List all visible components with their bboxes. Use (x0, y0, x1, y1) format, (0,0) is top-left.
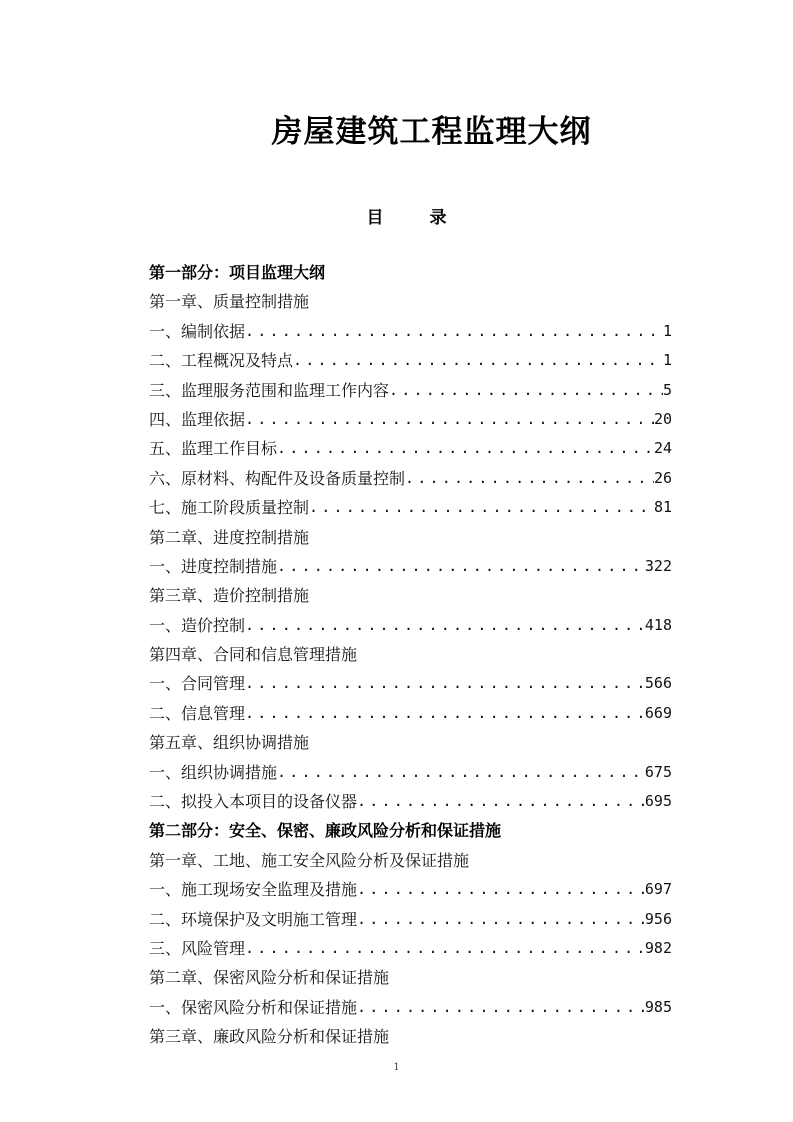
toc-entry[interactable] (149, 493, 672, 522)
dot-leader (277, 552, 645, 581)
dot-leader (357, 905, 645, 934)
toc-label: 第一部分：项目监理大纲 (149, 263, 326, 282)
table-of-contents (149, 258, 672, 1052)
dot-leader (277, 758, 645, 787)
toc-label: 七、施工阶段质量控制 (149, 498, 310, 518)
toc-label: 一、组织协调措施 (149, 762, 278, 782)
toc-entry[interactable] (149, 611, 672, 640)
toc-page-number: 81 (653, 498, 672, 517)
toc-entry[interactable] (149, 875, 672, 904)
toc-label: 三、监理服务范围和监理工作内容 (149, 380, 390, 400)
dot-leader (405, 464, 654, 493)
toc-label: 第五章、组织协调措施 (149, 733, 310, 753)
toc-entry[interactable] (149, 787, 672, 816)
page-number: 1 (393, 1062, 400, 1073)
toc-entry[interactable] (149, 699, 672, 728)
dot-leader (293, 346, 663, 375)
toc-label: 六、原材料、构配件及设备质量控制 (149, 468, 406, 488)
toc-label: 第一章、质量控制措施 (149, 292, 310, 312)
toc-page-number: 956 (644, 909, 672, 928)
toc-label: 一、保密风险分析和保证措施 (149, 997, 358, 1017)
dot-leader (357, 875, 645, 904)
toc-label: 第四章、合同和信息管理措施 (149, 645, 358, 665)
toc-label: 四、监理依据 (149, 409, 246, 429)
toc-page-number: 1 (662, 351, 672, 370)
dot-leader (245, 934, 645, 963)
toc-label: 一、进度控制措施 (149, 556, 278, 576)
toc-page-number: 985 (644, 997, 672, 1016)
dot-leader (389, 376, 663, 405)
toc-entry[interactable] (149, 434, 672, 463)
toc-page-number: 675 (644, 762, 672, 781)
toc-entry[interactable] (149, 993, 672, 1022)
toc-part[interactable] (149, 258, 672, 287)
dot-leader (309, 493, 654, 522)
toc-label: 第三章、廉政风险分析和保证措施 (149, 1027, 390, 1047)
toc-entry[interactable] (149, 376, 672, 405)
toc-heading: 目 录 (366, 208, 447, 228)
toc-entry[interactable] (149, 405, 672, 434)
toc-chapter[interactable] (149, 581, 672, 610)
toc-page-number: 20 (653, 409, 672, 428)
toc-page-number: 982 (644, 938, 672, 957)
dot-leader (245, 317, 663, 346)
toc-label: 一、施工现场安全监理及措施 (149, 880, 358, 900)
toc-entry[interactable] (149, 464, 672, 493)
toc-entry[interactable] (149, 346, 672, 375)
dot-leader (245, 699, 645, 728)
toc-entry[interactable] (149, 669, 672, 698)
toc-label: 第二部分：安全、保密、廉政风险分析和保证措施 (149, 821, 502, 841)
toc-page-number: 418 (644, 615, 672, 634)
toc-page-number: 695 (644, 792, 672, 811)
dot-leader (245, 611, 645, 640)
toc-entry[interactable] (149, 934, 672, 963)
toc-entry[interactable] (149, 552, 672, 581)
dot-leader (357, 993, 645, 1022)
toc-page-number: 24 (653, 439, 672, 458)
toc-chapter[interactable] (149, 963, 672, 992)
toc-entry[interactable] (149, 317, 672, 346)
toc-entry[interactable] (149, 758, 672, 787)
toc-page-number: 566 (644, 674, 672, 693)
toc-chapter[interactable] (149, 287, 672, 316)
toc-label: 二、信息管理 (149, 703, 246, 723)
toc-label: 一、合同管理 (149, 674, 246, 694)
toc-page-number: 5 (662, 380, 672, 399)
toc-page-number: 322 (644, 556, 672, 575)
toc-page-number: 669 (644, 703, 672, 722)
dot-leader (277, 434, 654, 463)
toc-part[interactable] (149, 816, 672, 845)
dot-leader (245, 669, 645, 698)
toc-chapter[interactable] (149, 523, 672, 552)
toc-chapter[interactable] (149, 1022, 672, 1051)
toc-label: 五、监理工作目标 (149, 439, 278, 459)
toc-entry[interactable] (149, 905, 672, 934)
dot-leader (245, 405, 654, 434)
toc-label: 第三章、造价控制措施 (149, 586, 310, 606)
toc-chapter[interactable] (149, 846, 672, 875)
toc-label: 三、风险管理 (149, 938, 246, 958)
toc-label: 第二章、保密风险分析和保证措施 (149, 968, 390, 988)
toc-label: 一、编制依据 (149, 321, 246, 341)
toc-label: 二、环境保护及文明施工管理 (149, 909, 358, 929)
dot-leader (357, 787, 645, 816)
document-title: 房屋建筑工程监理大纲 (271, 114, 592, 150)
toc-label: 第一章、工地、施工安全风险分析及保证措施 (149, 850, 470, 870)
toc-label: 二、拟投入本项目的设备仪器 (149, 792, 358, 812)
toc-page-number: 697 (644, 880, 672, 899)
toc-chapter[interactable] (149, 640, 672, 669)
toc-page-number: 1 (662, 321, 672, 340)
toc-label: 二、工程概况及特点 (149, 351, 294, 371)
toc-label: 一、造价控制 (149, 615, 246, 635)
toc-page-number: 26 (653, 468, 672, 487)
toc-chapter[interactable] (149, 728, 672, 757)
toc-label: 第二章、进度控制措施 (149, 527, 310, 547)
